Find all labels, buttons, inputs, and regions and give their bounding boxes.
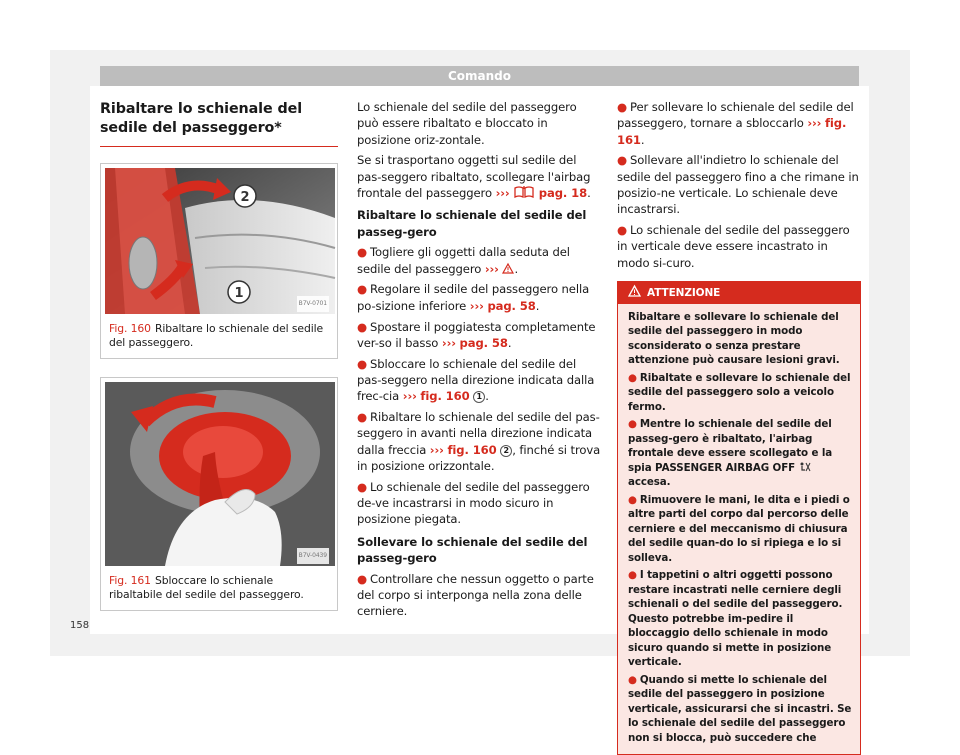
warning-triangle-icon	[628, 285, 641, 297]
warning-item: ● Rimuovere le mani, le dita e i piedi o altre parti del corpo dal percorso delle cerniere e del meccanismo di chiusura del sedile quan-do lo si ripiega e lo si solleva.	[628, 493, 850, 564]
warning-box	[617, 281, 861, 755]
figure-161-image	[105, 382, 333, 566]
warning-item: ● Ribaltate e sollevare lo schienale del sedile del passeggero solo a veicolo fermo.	[628, 371, 851, 413]
page-content	[90, 86, 869, 744]
list-item: ● Sollevare all'indietro lo schienale del sedile del passeggero fino a che rimane in posizio-ne verticale. Lo schienale deve incastrarsi.	[617, 153, 859, 217]
paragraph: Se si trasportano oggetti sul sedile del pas-seggero ribaltato, scollegare l'airbag frontale del passeggero ››› pag. 18.	[357, 153, 591, 200]
figure-number: Fig. 160	[109, 322, 151, 335]
cross-ref-page[interactable]: pag. 18	[538, 185, 588, 200]
column-right	[617, 99, 861, 755]
warning-header: ATTENZIONE	[618, 282, 860, 304]
callout-number: 1	[473, 391, 485, 403]
list-item: ● Ribaltare lo schienale del sedile del pas-seggero in avanti nella direzione indicata dalla freccia ››› fig. 160 2 , finché si trova in posizione orizzontale.	[357, 410, 601, 473]
list-item: ● Togliere gli oggetti dalla seduta del sedile del passeggero ››› .	[357, 245, 570, 276]
figure-caption	[101, 570, 337, 610]
image-code: B7V-0701	[297, 296, 329, 312]
caption-text: Ribaltare lo schienale del sedile del passeggero.	[109, 322, 324, 349]
page-number: 158	[70, 620, 90, 631]
figure-160	[100, 163, 338, 359]
warning-body	[618, 304, 860, 755]
list-item: ● Spostare il poggiatesta completamente ver-so il basso ››› pag. 58.	[357, 319, 596, 350]
release-lever-illustration	[105, 382, 335, 566]
list-item: ● Lo schienale del sedile del passeggero in verticale deve essere incastrato in modo si-curo.	[617, 223, 850, 270]
section-title: Ribaltare lo schienale del sedile del passeggero*	[100, 100, 338, 147]
airbag-off-icon	[799, 462, 811, 472]
callout-number: 2	[500, 445, 512, 457]
image-code: B7V-0439	[297, 548, 329, 564]
svg-text:2: 2	[240, 190, 250, 205]
figure-160-image	[105, 168, 333, 314]
warning-triangle-icon	[502, 263, 514, 274]
list-item: ● Per sollevare lo schienale del sedile del passeggero, tornare a sbloccarlo ››› fig. 161.	[617, 100, 854, 147]
list-item: ● Lo schienale del sedile del passeggero de-ve incastrarsi in modo sicuro in posizione piegata.	[357, 479, 590, 527]
caption-text: Sbloccare lo schienale ribaltabile del sedile del passeggero.	[109, 574, 304, 601]
warning-intro: Ribaltare e sollevare lo schienale del sedile del passeggero in modo sconsiderato o senza prestare attenzione può causare lesioni gravi.	[628, 310, 840, 367]
list-item: ● Controllare che nessun oggetto o parte del corpo si interponga nella zona delle cerniere.	[357, 571, 594, 619]
svg-text:1: 1	[234, 286, 244, 301]
cross-ref-arrows[interactable]: ›››	[495, 185, 510, 200]
list-item: ● Regolare il sedile del passeggero nella po-sizione inferiore ››› pag. 58.	[357, 282, 590, 313]
figure-number: Fig. 161	[109, 574, 151, 587]
chapter-header: Comando	[100, 66, 859, 86]
figure-caption	[101, 318, 337, 358]
book-reference-icon	[513, 185, 535, 198]
seat-photo-illustration	[105, 168, 335, 314]
warning-item: ● I tappetini o altri oggetti possono restare incastrati nelle cerniere degli schienali o del sedile del passeggero. Questo potrebbe im-pedire il bloccaggio dello schienale in modo sicuro quando si mette in posizione verticale.	[628, 569, 843, 669]
warning-item: ● Mentre lo schienale del sedile del passeg-gero è ribaltato, l'airbag frontale deve essere scollegato e la spia PASSENGER AIRBAG OFF accesa.	[628, 418, 833, 489]
figure-161	[100, 377, 338, 611]
column-middle	[357, 99, 601, 624]
list-item: ● Sbloccare lo schienale del sedile del pas-seggero nella direzione indicata dalla frec-cia ››› fig. 160 1 .	[357, 356, 595, 404]
paragraph: Lo schienale del sedile del passeggero può essere ribaltato e bloccato in posizione oriz-zontale.	[357, 100, 577, 147]
column-left	[100, 86, 338, 611]
warning-item: ● Quando si mette lo schienale del sedile del passeggero in posizione verticale, assicurarsi che si incastri. Se lo schienale del sedile del passeggero non si blocca, può succedere che	[628, 673, 852, 744]
subheading: Sollevare lo schienale del sedile del passeg-gero	[357, 534, 588, 565]
subheading: Ribaltare lo schienale del sedile del passeg-gero	[357, 208, 587, 239]
